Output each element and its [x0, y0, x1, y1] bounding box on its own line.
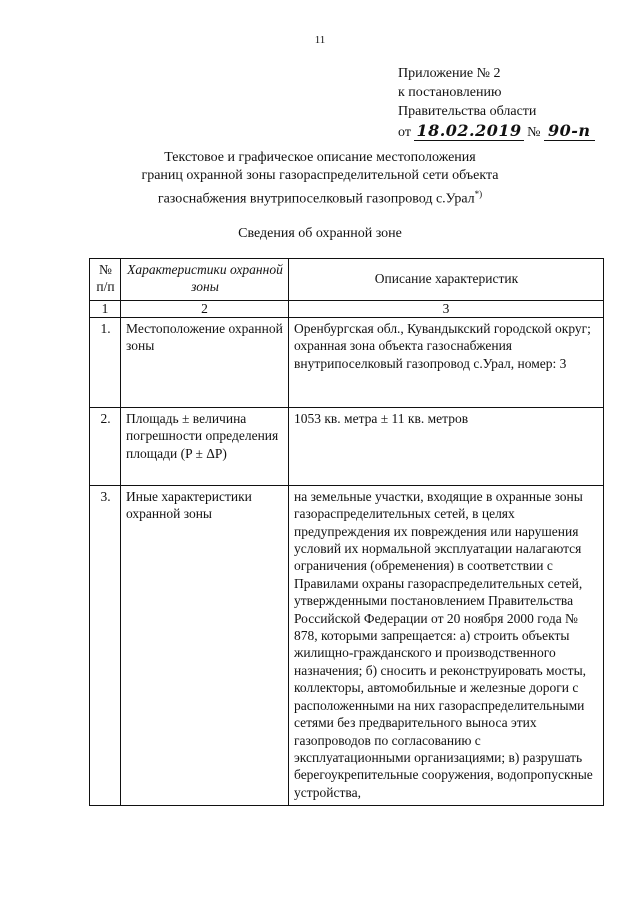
index-cell: 3 [289, 300, 604, 317]
protection-zone-table [89, 258, 604, 806]
document-title [0, 149, 640, 209]
row-description: Оренбургская обл., Кувандыкский городской округ; охранная зона объекта газоснабжения внутрипоселковый газопровод с.Урал, номер: 3 [289, 317, 604, 407]
row-number: 1. [90, 317, 121, 407]
section-title: Сведения об охранной зоне [238, 226, 402, 241]
handwritten-number: 90-п [544, 121, 595, 141]
table-index-row [90, 300, 604, 317]
index-cell: 1 [90, 300, 121, 317]
header-num: № п/п [90, 259, 121, 301]
table-row [90, 485, 604, 805]
handwritten-date: 18.02.2019 [416, 121, 522, 140]
row-number: 2. [90, 407, 121, 485]
table-header-row [90, 259, 604, 301]
row-description: на земельные участки, входящие в охранные зоны газораспределительных сетей, в целях предупреждения их повреждения или нарушения условий их нормальной эксплуатации налагаются ограничения (обременения) в соответствии с Правилами охраны газораспределительных сетей, утвержденными постановлением Правительства Российской Федерации от 20 ноября 2000 года № 878, которыми запрещается: а) строить объекты жилищно-гражданского и производственного назначения; б) сносить и реконструировать мосты, коллекторы, автомобильные и железные дороги с расположенными на них газораспределительными сетями без предварительного выноса этих газопроводов по согласованию с эксплуатационными организациями; в) разрушать берегоукрепительные сооружения, водопропускные устройства, [289, 485, 604, 805]
table-row [90, 407, 604, 485]
from-label: от [398, 125, 411, 140]
appendix-line-3: Правительства области [398, 104, 537, 119]
number-label: № [527, 125, 541, 140]
row-description: 1053 кв. метра ± 11 кв. метров [289, 407, 604, 485]
row-characteristic: Иные характеристики охранной зоны [121, 485, 289, 805]
page-number: 11 [314, 34, 326, 46]
appendix-block [398, 64, 595, 142]
header-description: Описание характеристик [289, 259, 604, 301]
appendix-date-line [398, 121, 595, 142]
row-characteristic: Местоположение охранной зоны [121, 317, 289, 407]
footnote-mark: *) [474, 189, 483, 199]
row-number: 3. [90, 485, 121, 805]
title-line-3 [0, 185, 640, 209]
table-row [90, 317, 604, 407]
title-line-3-text: газоснабжения внутрипоселковый газопровод с.Урал [157, 191, 475, 207]
header-characteristic: Характеристики охранной зоны [121, 259, 289, 301]
appendix-line-2: к постановлению [398, 85, 502, 100]
row-characteristic: Площадь ± величина погрешности определения площади (P ± ΔP) [121, 407, 289, 485]
index-cell: 2 [121, 300, 289, 317]
title-line-1: Текстовое и графическое описание местоположения [164, 150, 476, 165]
title-line-2: границ охранной зоны газораспределительной сети объекта [141, 168, 499, 183]
appendix-line-1: Приложение № 2 [398, 66, 501, 81]
